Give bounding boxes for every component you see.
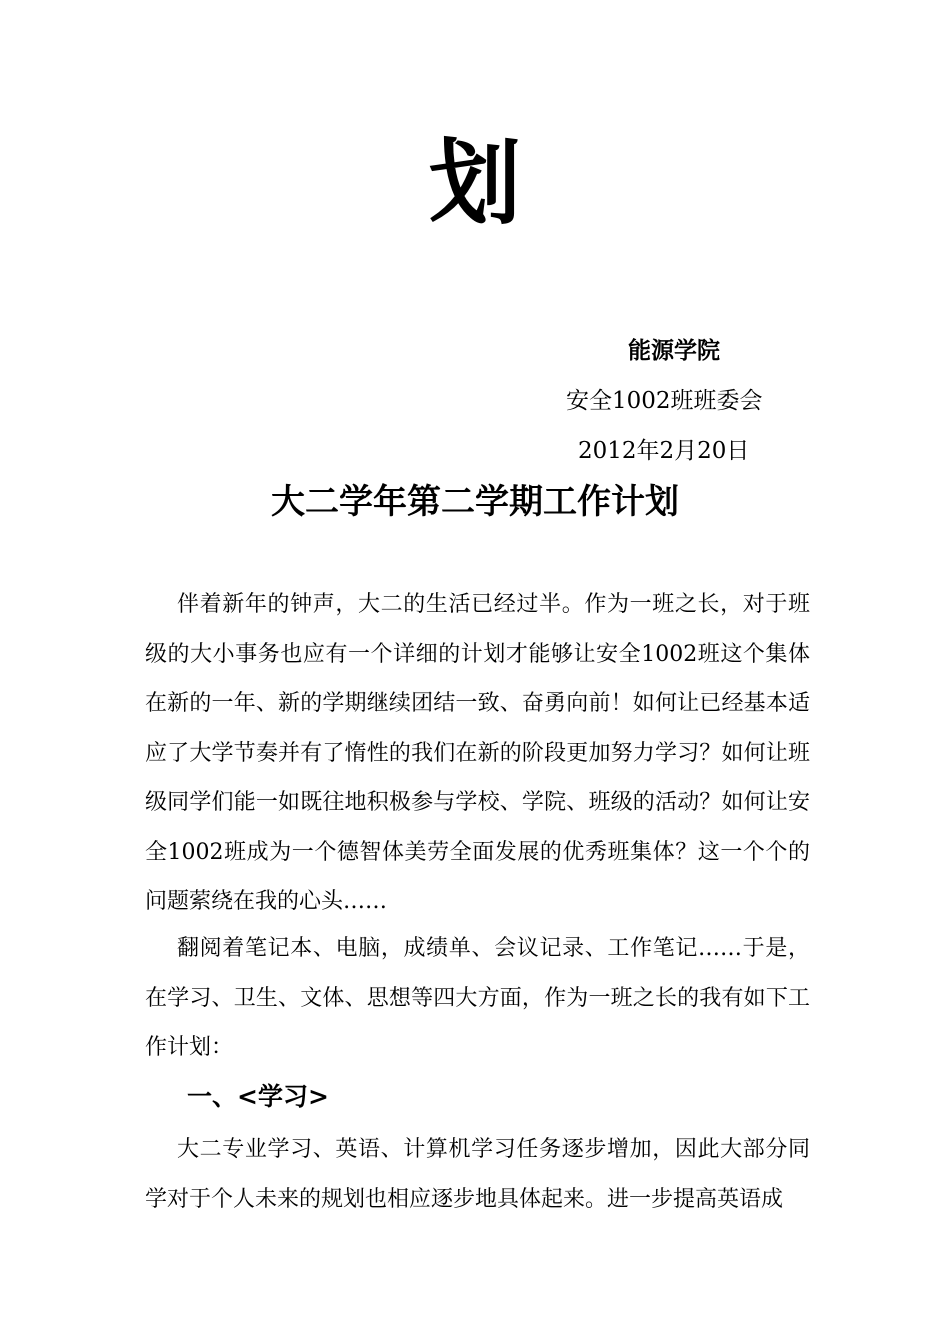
signature-date: 2012年2月20日 bbox=[578, 438, 750, 464]
paragraph-study: 大二专业学习、英语、计算机学习任务逐步增加，因此大部分同学对于个人未来的规划也相应逐步地具体起来。进一步提高英语成 bbox=[145, 1137, 810, 1212]
header-large-character: 划 bbox=[428, 129, 521, 237]
paragraph-intro: 伴着新年的钟声，大二的生活已经过半。作为一班之长，对于班级的大小事务也应有一个详细的计划才能够让安全1002班这个集体在新的一年、新的学期继续团结一致、奋勇向前！如何让已经基本适应了大学节奏并有了惰性的我们在新的阶段更加努力学习？如何让班级同学们能一如既往地积极参与学校、学院、班级的活动？如何让安全1002班成为一个德智体美劳全面发展的优秀班集体？这一个个的问题萦绕在我的心头…… bbox=[145, 592, 810, 914]
signature-college: 能源学院 bbox=[628, 337, 720, 364]
document-title: 大二学年第二学期工作计划 bbox=[271, 482, 679, 522]
signature-committee: 安全1002班班委会 bbox=[566, 388, 763, 414]
paragraph-plan-overview: 翻阅着笔记本、电脑，成绩单、会议记录、工作笔记……于是，在学习、卫生、文体、思想等四大方面，作为一班之长的我有如下工作计划： bbox=[145, 936, 810, 1060]
section-heading-study: 一、<学习> bbox=[187, 1082, 329, 1111]
